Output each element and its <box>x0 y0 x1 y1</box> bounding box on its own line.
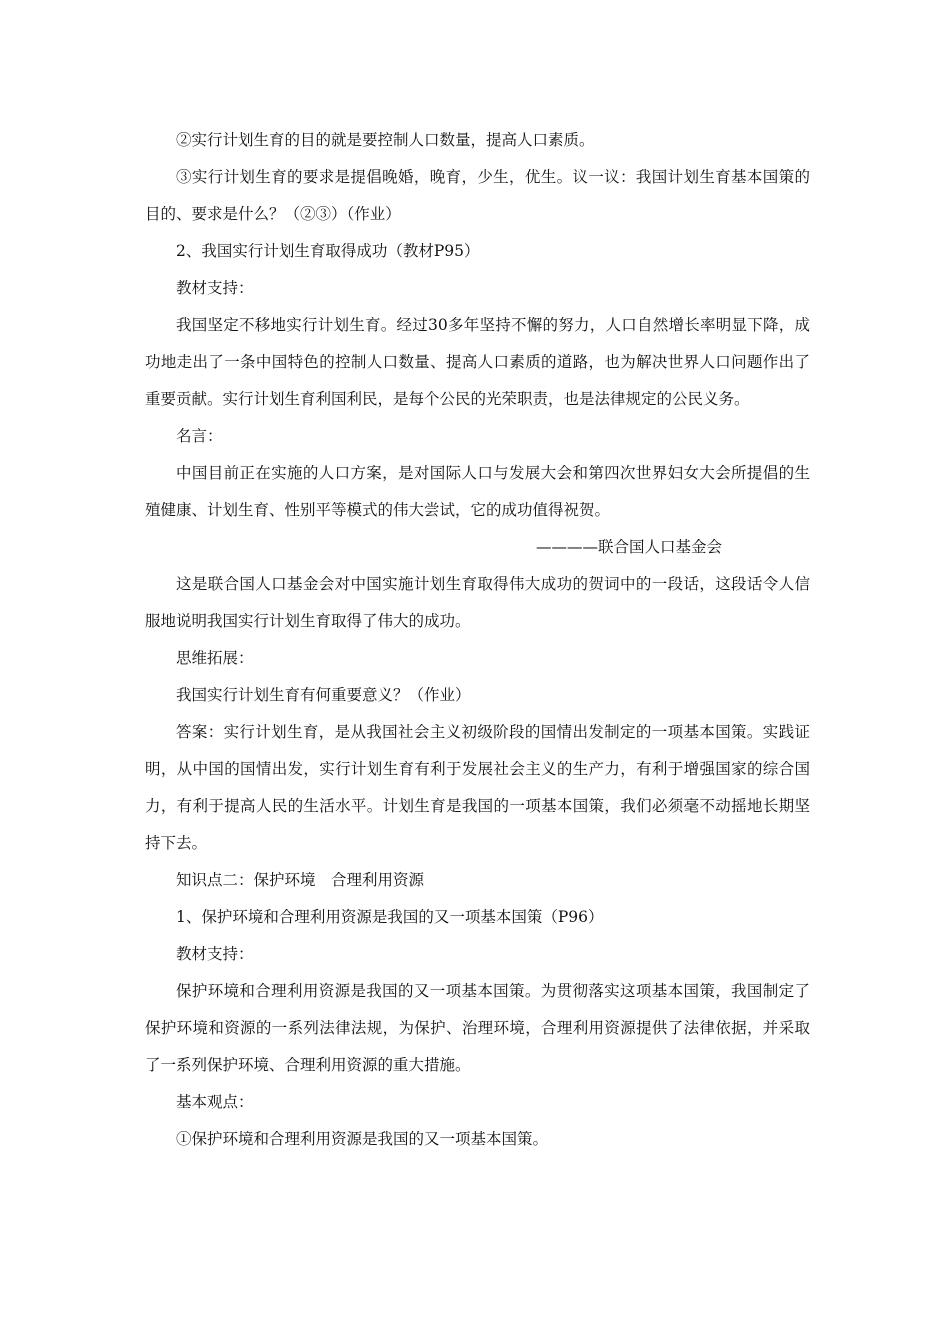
viewpoint-one: ①保护环境和合理利用资源是我国的又一项基本国策。 <box>176 1130 549 1148</box>
quote-attribution: ————联合国人口基金会 <box>535 538 722 556</box>
paragraph-quote: 中国目前正在实施的人口方案，是对国际人口与发展大会和第四次世界妇女大会所提倡的生殖健康、计划生育、性别平等模式的伟大尝试，它的成功值得祝贺。 <box>145 464 810 519</box>
paragraph-requirements: ③实行计划生育的要求是提倡晚婚，晚育，少生，优生。议一议：我国计划生育基本国策的目的、要求是什么？（②③）（作业） <box>145 168 810 223</box>
label-textbook-support: 教材支持： <box>176 279 254 297</box>
label-thinking-extension: 思维拓展： <box>176 649 254 667</box>
section-heading-environment: 1、保护环境和合理利用资源是我国的又一项基本国策（P96） <box>176 908 604 926</box>
question-significance: 我国实行计划生育有何重要意义？（作业） <box>176 686 471 704</box>
paragraph-textbook-support: 我国坚定不移地实行计划生育。经过30多年坚持不懈的努力，人口自然增长率明显下降，成功地走出了一条中国特色的控制人口数量、提高人口素质的道路，也为解决世界人口问题作出了重要贡献。实行计划生育利国利民，是每个公民的光荣职责，也是法律规定的公民义务。 <box>145 316 810 408</box>
label-textbook-support-2: 教材支持： <box>176 945 254 963</box>
document-body <box>145 122 810 1158</box>
paragraph-purpose: ②实行计划生育的目的就是要控制人口数量，提高人口素质。 <box>176 131 595 149</box>
label-quote: 名言： <box>176 427 223 445</box>
paragraph-environment-support: 保护环境和合理利用资源是我国的又一项基本国策。为贯彻落实这项基本国策，我国制定了保护环境和资源的一系列法律法规，为保护、治理环境，合理利用资源提供了法律依据，并采取了一系列保护环境、合理利用资源的重大措施。 <box>145 982 810 1074</box>
section-heading-success: 2、我国实行计划生育取得成功（教材P95） <box>176 242 480 260</box>
knowledge-point-two-heading: 知识点二：保护环境 合理利用资源 <box>176 871 425 889</box>
paragraph-answer: 答案：实行计划生育，是从我国社会主义初级阶段的国情出发制定的一项基本国策。实践证明，从中国的国情出发，实行计划生育有利于发展社会主义的生产力，有利于增强国家的综合国力，有利于提高人民的生活水平。计划生育是我国的一项基本国策，我们必须毫不动摇地长期坚持下去。 <box>145 723 810 852</box>
paragraph-quote-explanation: 这是联合国人口基金会对中国实施计划生育取得伟大成功的贺词中的一段话，这段话令人信服地说明我国实行计划生育取得了伟大的成功。 <box>145 575 810 630</box>
label-basic-viewpoints: 基本观点： <box>176 1093 254 1111</box>
